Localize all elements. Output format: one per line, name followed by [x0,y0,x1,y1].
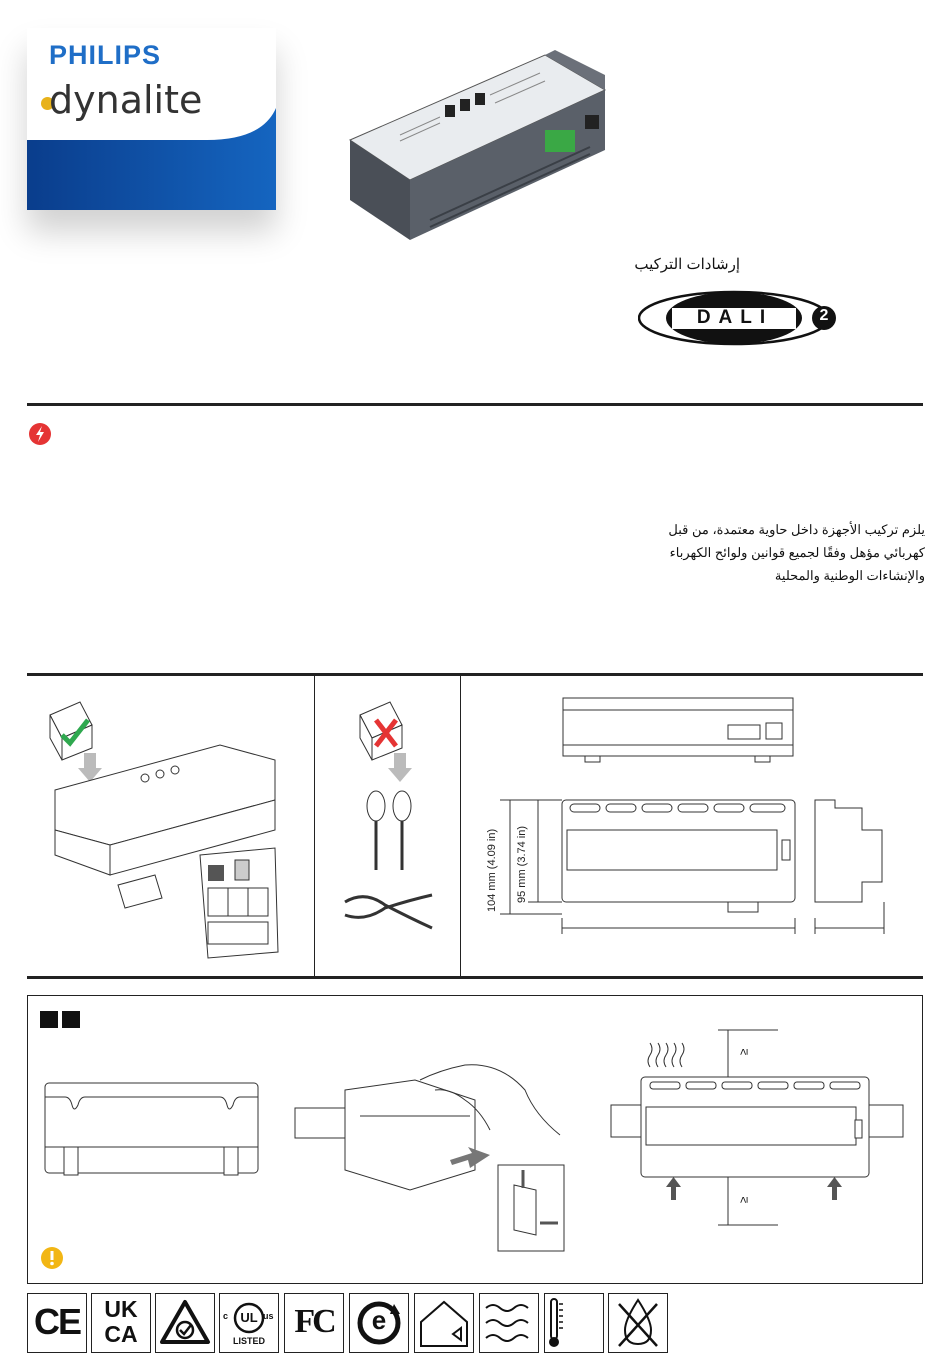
step-marker-1 [40,1011,58,1028]
humidity-icon [479,1293,539,1353]
ukca-mark-bottom: CA [104,1321,138,1347]
ul-listed-label: LISTED [232,1336,265,1346]
no-water-icon [608,1293,668,1353]
section-divider-top [27,403,923,406]
fcc-mark-text: FC [294,1303,334,1340]
dimensions-drawing [470,690,910,940]
ul-us-label: us [263,1311,274,1321]
weee-mark-text: e [371,1305,387,1335]
product-name: dynalite [49,78,203,122]
din-rail-mounting-illustration [290,1060,590,1255]
column-divider-1 [314,676,315,976]
box-not-ok-icon [360,702,402,760]
caution-icon [40,1246,64,1270]
philips-dynalite-logo [27,28,276,210]
height-outer-label: 104 mm (4.09 in) [486,828,498,912]
dali-text: DALI [696,307,774,328]
electrical-hazard-icon [28,422,52,446]
column-divider-2 [460,676,461,976]
ce-mark-text: CE [33,1301,80,1342]
installation-warning [560,518,925,587]
clearance-top-symbol: ≥ [736,1048,751,1056]
weee-mark-icon [349,1293,409,1353]
height-inner-label: 95 mm (3.74 in) [516,825,528,903]
temperature-icon [544,1293,604,1353]
ukca-mark-top: UK [104,1296,138,1322]
dali2-logo [638,290,838,346]
section-divider-lower [27,976,923,979]
ventilation-clearance-illustration [608,1025,908,1240]
ul-main-label: UL [240,1310,258,1325]
indoor-use-icon [414,1293,474,1353]
fcc-mark-icon [284,1293,344,1353]
brand-name: PHILIPS [49,40,162,70]
product-photo [340,45,620,245]
rcm-triangle-icon [156,1294,214,1352]
warning-line-2: كهربائي مؤهل وفقًا لجميع قوانين ولوائح الكهرباء [669,545,925,560]
step-marker-2 [62,1011,80,1028]
warning-line-1: يلزم تركيب الأجهزة داخل حاوية معتمدة، من قبل [668,522,925,537]
dali-version: 2 [819,307,829,324]
clearance-bottom-symbol: ≥ [736,1196,751,1204]
din-clip-back-view [40,1075,265,1185]
ul-c-label: c [223,1311,229,1321]
ul-listed-mark-icon [219,1293,279,1353]
ce-mark-icon [27,1293,87,1353]
warning-line-3: والإنشاءات الوطنية والمحلية [774,568,925,583]
section-divider-middle [27,673,923,676]
rcm-mark-icon [155,1293,215,1353]
ukca-mark-icon [91,1293,151,1353]
required-tools-illustration [330,690,450,940]
package-contents-illustration [40,690,310,965]
box-ok-icon [50,702,92,760]
installation-title: إرشادات التركيب [634,256,740,273]
